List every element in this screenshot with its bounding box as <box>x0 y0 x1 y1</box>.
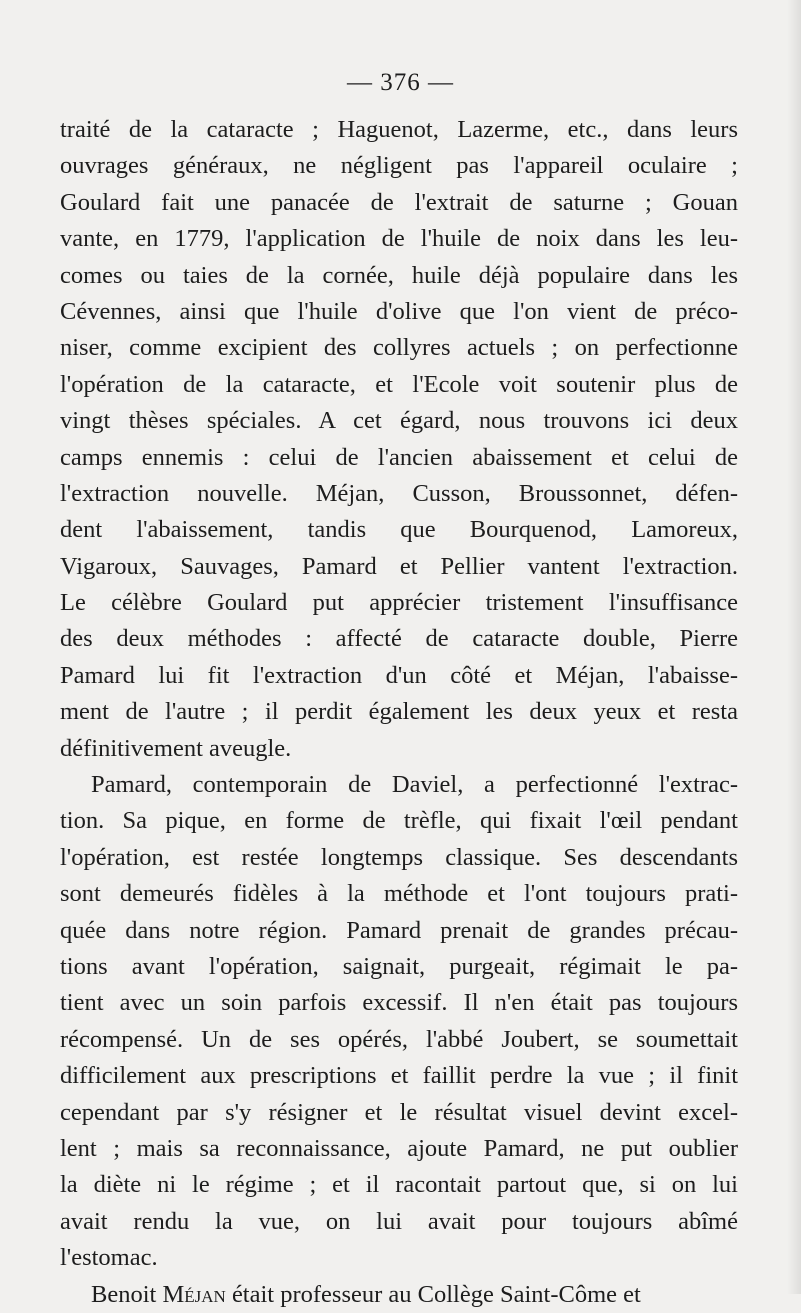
page-edge-shadow <box>787 0 801 1294</box>
text-line: tions avant l'opération, saignait, purgeait, régimait le pa- <box>60 952 738 980</box>
text-line: tient avec un soin parfois excessif. Il n'en était pas toujours <box>60 989 738 1017</box>
text-line: l'estomac. <box>60 1244 158 1272</box>
text-line: l'extraction nouvelle. Méjan, Cusson, Broussonnet, défen- <box>60 479 738 507</box>
text-line: Pamard lui fit l'extraction d'un côté et Méjan, l'abaisse- <box>60 661 738 689</box>
text-line: récompensé. Un de ses opérés, l'abbé Joubert, se soumettait <box>60 1025 738 1053</box>
text-line: des deux méthodes : affecté de cataracte double, Pierre <box>60 625 738 653</box>
text-line: l'opération de la cataracte, et l'Ecole voit soutenir plus de <box>60 370 738 398</box>
text-line: camps ennemis : celui de l'ancien abaissement et celui de <box>60 443 738 471</box>
text-line: traité de la cataracte ; Haguenot, Lazerme, etc., dans leurs <box>60 116 738 143</box>
page-number: — 376 — <box>347 69 454 96</box>
text-line: cependant par s'y résigner et le résultat visuel devint excel- <box>60 1098 738 1126</box>
text-line: comes ou taies de la cornée, huile déjà populaire dans les <box>60 261 738 289</box>
body-text <box>60 112 738 1313</box>
text-line: sont demeurés fidèles à la méthode et l'ont toujours prati- <box>60 880 738 908</box>
author-name-smallcaps: Méjan <box>162 1280 226 1308</box>
text-line: Le célèbre Goulard put apprécier tristement l'insuffisance <box>60 589 738 617</box>
text-line: la diète ni le régime ; et il racontait partout que, si on lui <box>60 1171 738 1199</box>
text-line: quée dans notre région. Pamard prenait de grandes précau- <box>60 916 738 944</box>
text-line: définitivement aveugle. <box>60 734 292 762</box>
text-line: Vigaroux, Sauvages, Pamard et Pellier vantent l'extraction. <box>60 552 738 580</box>
text-line: vingt thèses spéciales. A cet égard, nous trouvons ici deux <box>60 407 738 435</box>
text-line: dent l'abaissement, tandis que Bourquenod, Lamoreux, <box>60 516 738 544</box>
text-line: difficilement aux prescriptions et faillit perdre la vue ; il finit <box>60 1062 738 1090</box>
text-line: tion. Sa pique, en forme de trèfle, qui fixait l'œil pendant <box>60 807 738 835</box>
text-line: lent ; mais sa reconnaissance, ajoute Pamard, ne put oublier <box>60 1134 738 1162</box>
text-line: ment de l'autre ; il perdit également les deux yeux et resta <box>60 698 738 726</box>
text-line: vante, en 1779, l'application de l'huile de noix dans les leu- <box>60 225 738 253</box>
last-line-before: Benoit <box>91 1280 163 1308</box>
paragraph-start-line: Pamard, contemporain de Daviel, a perfectionné l'extrac- <box>91 771 738 799</box>
text-line: Cévennes, ainsi que l'huile d'olive que l'on vient de préco- <box>60 297 738 325</box>
text-line: l'opération, est restée longtemps classique. Ses descendants <box>60 843 738 871</box>
text-line: Goulard fait une panacée de l'extrait de saturne ; Gouan <box>60 188 738 216</box>
paragraph-start-line <box>60 1277 738 1313</box>
text-line: niser, comme excipient des collyres actuels ; on perfectionne <box>60 334 738 362</box>
text-line: avait rendu la vue, on lui avait pour toujours abîmé <box>60 1207 738 1235</box>
text-line: ouvrages généraux, ne négligent pas l'appareil oculaire ; <box>60 152 738 180</box>
last-line-after: était professeur au Collège Saint-Côme et <box>225 1280 641 1308</box>
